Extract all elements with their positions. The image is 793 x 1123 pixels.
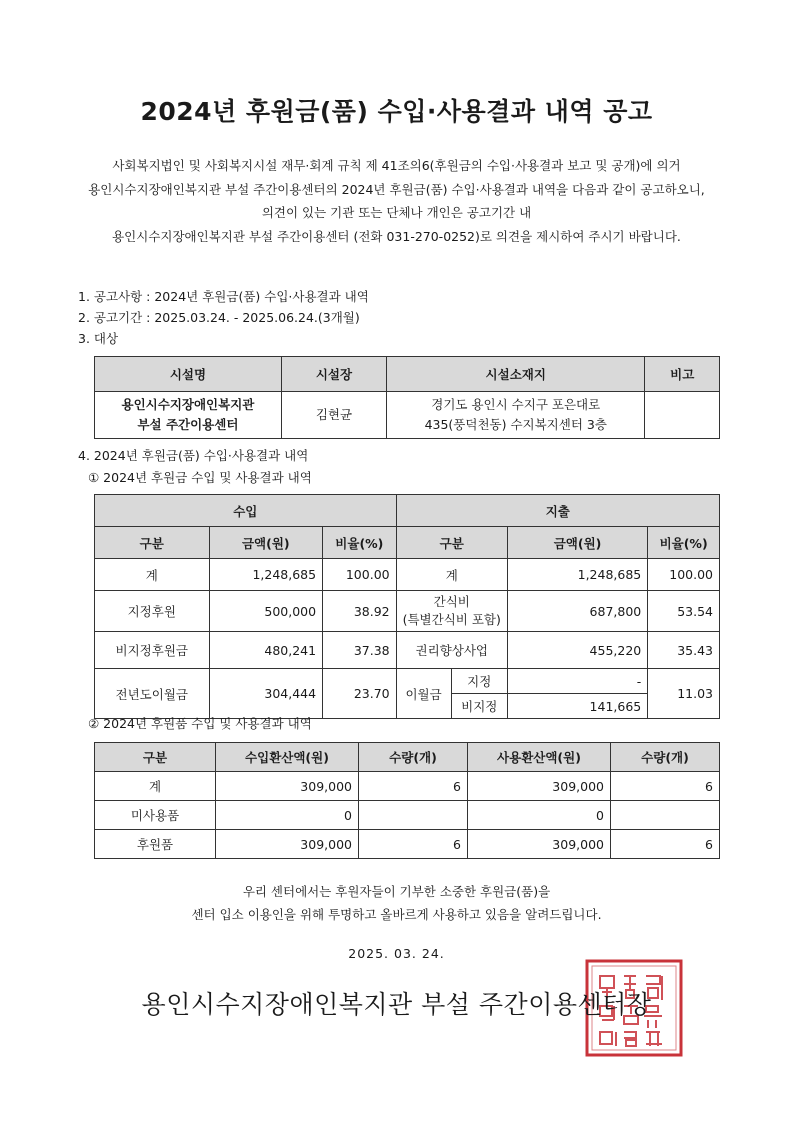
facility-header-note: 비고 — [645, 357, 720, 392]
facility-header-director: 시설장 — [281, 357, 386, 392]
table-cell: 6 — [359, 772, 468, 801]
closing-paragraph — [0, 880, 793, 926]
table-cell: 100.00 — [323, 559, 397, 591]
goods-table — [94, 742, 720, 859]
table-cell: 1,248,685 — [507, 559, 647, 591]
table-cell: 687,800 — [507, 591, 647, 632]
expense-header: 지출 — [396, 495, 719, 527]
table-cell — [396, 591, 507, 632]
intro-paragraph — [40, 154, 753, 248]
facility-address — [387, 392, 645, 439]
col-header: 비율(%) — [323, 527, 397, 559]
table-cell: 309,000 — [216, 830, 359, 859]
table-row — [95, 830, 720, 859]
table-cell: 309,000 — [468, 772, 611, 801]
goods-header: 수량(개) — [611, 743, 720, 772]
table-cell: 304,444 — [209, 669, 323, 719]
table-cell: 100.00 — [648, 559, 720, 591]
col-header: 구분 — [95, 527, 210, 559]
goods-header: 수입환산액(원) — [216, 743, 359, 772]
table-cell: 455,220 — [507, 632, 647, 669]
table-cell: 6 — [611, 772, 720, 801]
facility-name — [95, 392, 282, 439]
table-cell: 이월금 — [396, 669, 451, 719]
income-header: 수입 — [95, 495, 397, 527]
facility-address-line: 435(풍덕천동) 수지복지센터 3층 — [424, 417, 607, 432]
goods-header: 수량(개) — [359, 743, 468, 772]
table-cell: 38.92 — [323, 591, 397, 632]
item-announcement: 1. 공고사항 : 2024년 후원금(품) 수입·사용결과 내역 — [78, 289, 369, 304]
goods-header: 사용환산액(원) — [468, 743, 611, 772]
facility-table — [94, 356, 720, 439]
table-cell: 미사용품 — [95, 801, 216, 830]
table-cell: 권리향상사업 — [396, 632, 507, 669]
table-row — [95, 772, 720, 801]
table-cell: 1,248,685 — [209, 559, 323, 591]
table-cell: 23.70 — [323, 669, 397, 719]
table-cell: 309,000 — [468, 830, 611, 859]
table-cell: 지정 — [451, 669, 507, 694]
table-cell: 전년도이월금 — [95, 669, 210, 719]
intro-line: 의견이 있는 기관 또는 단체나 개인은 공고기간 내 — [261, 205, 532, 220]
col-header: 비율(%) — [648, 527, 720, 559]
table-cell: 0 — [468, 801, 611, 830]
facility-address-line: 경기도 용인시 수지구 포은대로 — [431, 397, 601, 412]
organization-signature: 용인시수지장애인복지관 부설 주간이용센터장 — [141, 990, 652, 1019]
table-cell: 141,665 — [507, 694, 647, 719]
facility-header-name: 시설명 — [95, 357, 282, 392]
table-cell: 6 — [611, 830, 720, 859]
cell-line: 간식비 — [433, 594, 470, 609]
item-results: 4. 2024년 후원금(품) 수입·사용결과 내역 — [78, 448, 309, 463]
facility-name-line: 용인시수지장애인복지관 — [121, 397, 255, 412]
closing-line: 우리 센터에서는 후원자들이 기부한 소중한 후원금(품)을 — [242, 884, 551, 899]
col-header: 구분 — [396, 527, 507, 559]
table-cell: 계 — [95, 559, 210, 591]
table-cell: 계 — [95, 772, 216, 801]
table-cell: 계 — [396, 559, 507, 591]
table-cell: 비지정후원금 — [95, 632, 210, 669]
goods-header: 구분 — [95, 743, 216, 772]
subheading-goods: ② 2024년 후원품 수입 및 사용결과 내역 — [88, 716, 312, 731]
col-header: 금액(원) — [507, 527, 647, 559]
intro-line: 용인시수지장애인복지관 부설 주간이용센터의 2024년 후원금(품) 수입·사용결과 내역을 다음과 같이 공고하오니, — [88, 181, 705, 197]
table-cell: 35.43 — [648, 632, 720, 669]
subheading-money: ① 2024년 후원금 수입 및 사용결과 내역 — [88, 470, 312, 485]
col-header: 금액(원) — [209, 527, 323, 559]
facility-header-address: 시설소재지 — [387, 357, 645, 392]
item-target: 3. 대상 — [78, 331, 119, 346]
closing-line: 센터 입소 이용인을 위해 투명하고 올바르게 사용하고 있음을 알려드립니다. — [191, 907, 602, 922]
table-cell: 480,241 — [209, 632, 323, 669]
table-cell: 11.03 — [648, 669, 720, 719]
table-cell: 후원품 — [95, 830, 216, 859]
table-cell — [611, 801, 720, 830]
document-date: 2025. 03. 24. — [348, 946, 445, 961]
table-cell: 37.38 — [323, 632, 397, 669]
item-period: 2. 공고기간 : 2025.03.24. - 2025.06.24.(3개월) — [78, 310, 360, 325]
facility-note — [645, 392, 720, 439]
table-cell: 0 — [216, 801, 359, 830]
table-cell: 비지정 — [451, 694, 507, 719]
table-cell: 309,000 — [216, 772, 359, 801]
table-cell: 53.54 — [648, 591, 720, 632]
table-cell: - — [507, 669, 647, 694]
intro-line: 용인시수지장애인복지관 부설 주간이용센터 (전화 031-270-0252)로 의견을 제시하여 주시기 바랍니다. — [112, 228, 681, 244]
page-title: 2024년 후원금(품) 수입·사용결과 내역 공고 — [140, 97, 653, 126]
table-cell — [359, 801, 468, 830]
intro-line: 사회복지법인 및 사회복지시설 재무·회계 규칙 제 41조의6(후원금의 수입·사용결과 보고 및 공개)에 의거 — [112, 158, 681, 173]
table-cell: 지정후원 — [95, 591, 210, 632]
cell-line: (특별간식비 포함) — [402, 612, 501, 627]
table-cell: 500,000 — [209, 591, 323, 632]
facility-director: 김현균 — [281, 392, 386, 439]
money-table — [94, 494, 720, 719]
table-row — [95, 801, 720, 830]
table-cell: 6 — [359, 830, 468, 859]
facility-name-line: 부설 주간이용센터 — [137, 417, 239, 432]
